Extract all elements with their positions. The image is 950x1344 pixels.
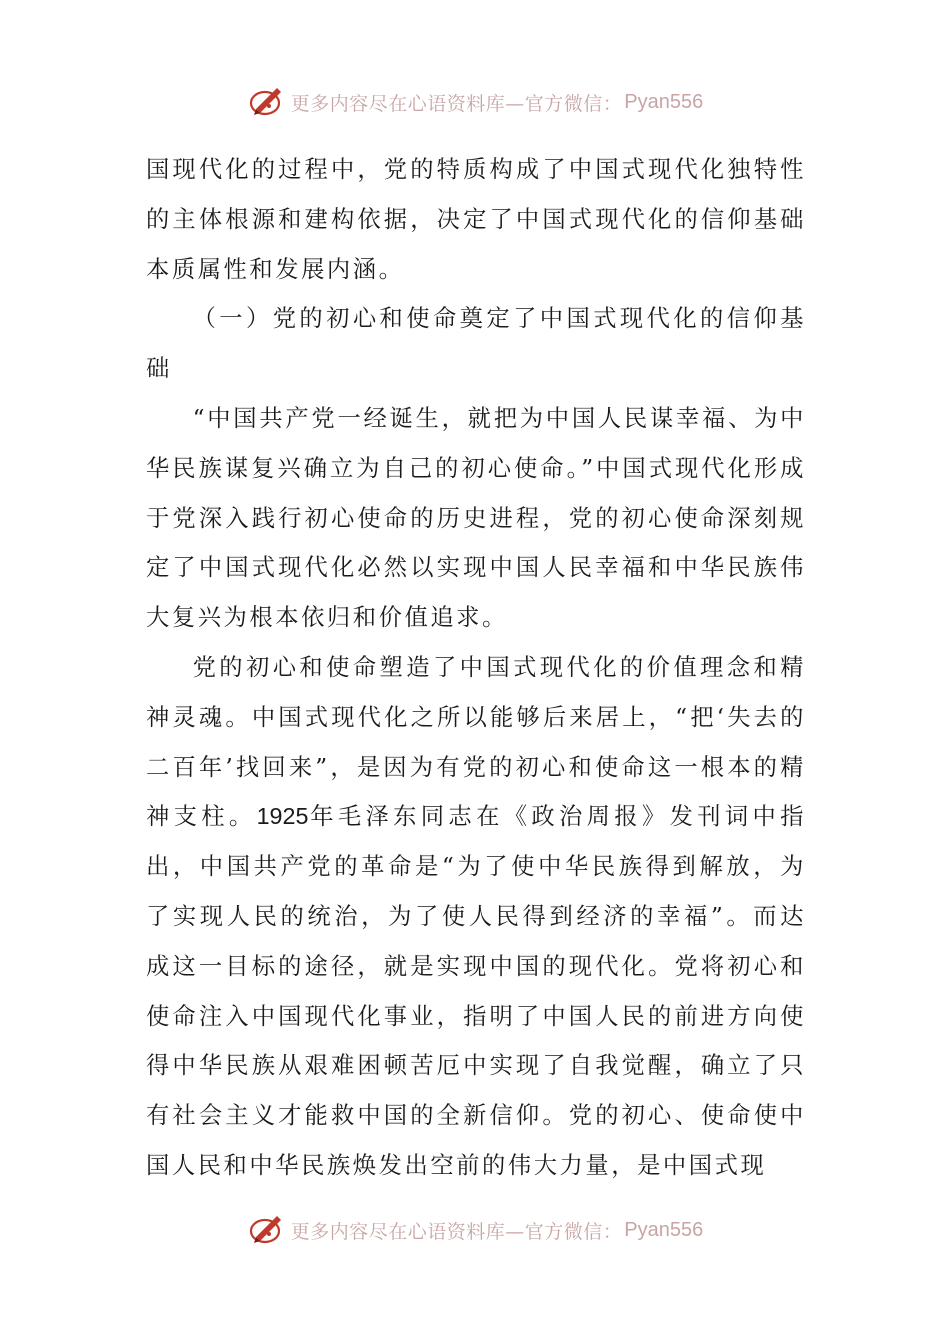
header-watermark bbox=[0, 82, 950, 122]
paragraph-4-year: 1925 bbox=[256, 803, 309, 830]
pen-logo-icon bbox=[247, 1210, 287, 1250]
paragraph-4-part-1: 党的初心和使命塑造了中国式现代化的价值理念和精神灵魂。中国式现代化之所以能够后来居上，“把‘失去的二百年’找回来”，是因为有党的初心和使命这一根本的精神支柱。 bbox=[146, 653, 806, 831]
paragraph-4 bbox=[146, 643, 806, 1191]
footer-watermark-wechat-id: Pyan556 bbox=[624, 1218, 704, 1241]
paragraph-1: 国现代化的过程中，党的特质构成了中国式现代化独特性的主体根源和建构依据，决定了中国式现代化的信仰基础本质属性和发展内涵。 bbox=[146, 156, 806, 283]
pen-logo-icon bbox=[247, 82, 287, 122]
section-heading: （一）党的初心和使命奠定了中国式现代化的信仰基础 bbox=[146, 305, 806, 383]
paragraph-4-part-2: 年毛泽东同志在《政治周报》发刊词中指出，中国共产党的革命是“为了使中华民族得到解放，为了实现人民的统治，为了使人民得到经济的幸福”。而达成这一目标的途径，就是实现中国的现代化。党将初心和使命注入中国现代化事业，指明了中国人民的前进方向使得中华民族从艰难困顿苦厄中实现了自我觉醒，确立了只有社会主义才能救中国的全新信仰。党的初心、使命使中国人民和中华民族焕发出空前的伟大力量，是中国式现 bbox=[146, 803, 806, 1179]
document-body bbox=[146, 145, 806, 1191]
footer-watermark bbox=[0, 1210, 950, 1250]
paragraph-3: “中国共产党一经诞生，就把为中国人民谋幸福、为中华民族谋复兴确立为自己的初心使命。”中国式现代化形成于党深入践行初心使命的历史进程，党的初心使命深刻规定了中国式现代化必然以实现中国人民幸福和中华民族伟大复兴为根本依归和价值追求。 bbox=[146, 404, 806, 632]
footer-watermark-text: 更多内容尽在心语资料库—官方微信： bbox=[290, 1220, 623, 1243]
header-watermark-text: 更多内容尽在心语资料库—官方微信： bbox=[290, 92, 623, 115]
header-watermark-wechat-id: Pyan556 bbox=[624, 90, 704, 113]
